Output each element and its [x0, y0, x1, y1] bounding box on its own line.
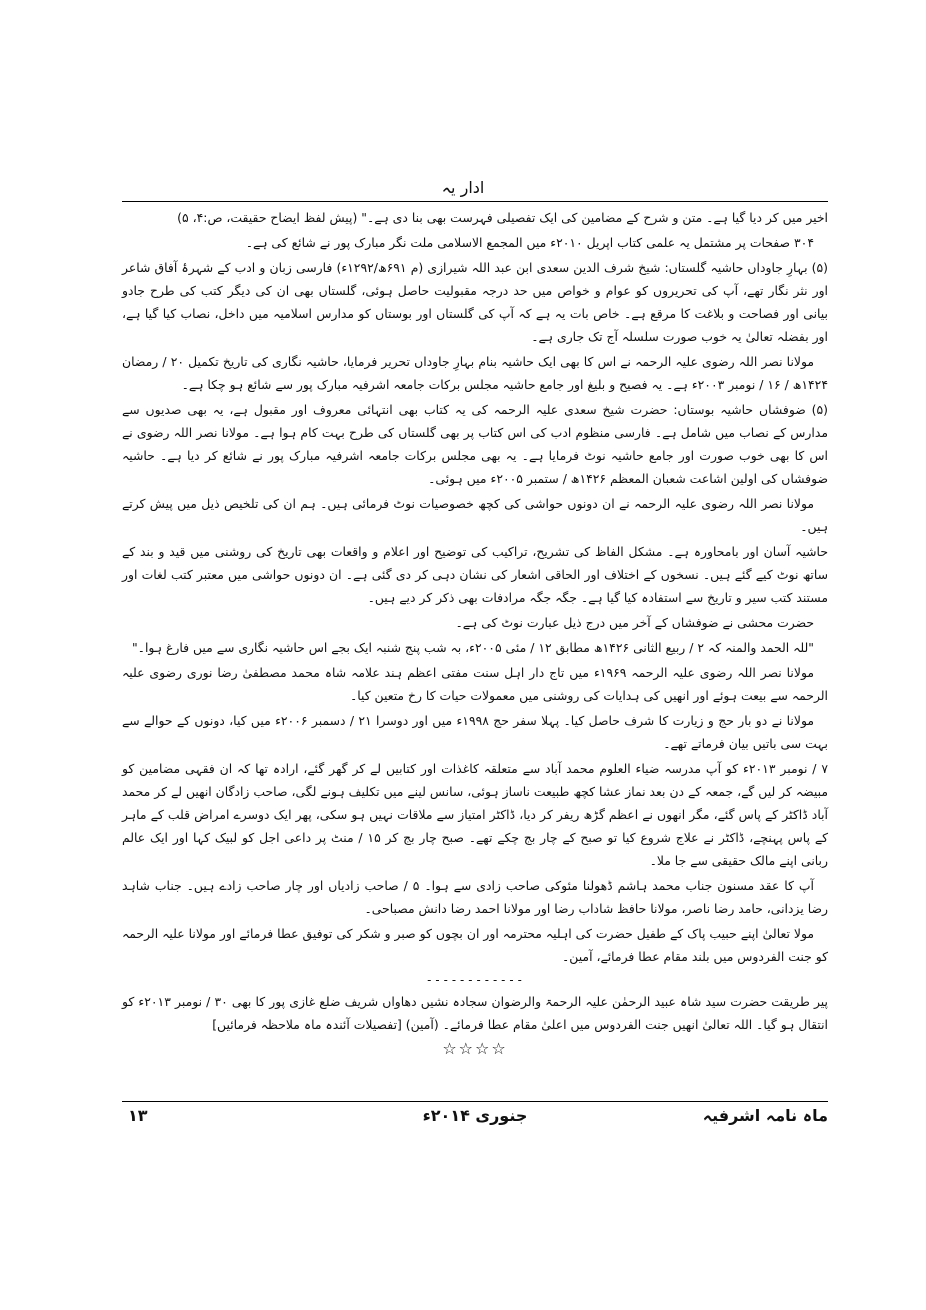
quotation: "للہ الحمد والمنہ کہ ۲ / ربیع الثانی ۱۴۲۶ھ مطابق ۱۲ / مئی ۲۰۰۵ء، بہ شب پنج شنبہ ایک بجے اس حاشیہ نگاری سے میں فارغ ہوا۔" [131, 640, 814, 655]
paragraph: مولانا نصر اللہ رضوی علیہ الرحمہ نے ان دونوں حواشی کی کچھ خصوصیات نوٹ فرمائی ہیں۔ ہم ان کی تلخیص ذیل میں پیش کرتے ہیں۔ [122, 496, 828, 534]
article-body [122, 206, 828, 1060]
paragraph: (۵) بہارِ جاوداں حاشیہ گلستاں: شیخ شرف الدین سعدی ابن عبد اللہ شیرازی (م ۶۹۱ھ/۱۲۹۲ء) فارسی زبان و ادب کے شہرۂ آفاق شاعر اور نثر نگار تھے، آپ کی تحریروں کو عوام و خواص میں حد درجہ مقبولیت حاصل ہوئی، گلستاں بھی ان کی دیگر کتب کی طرح جادو بیانی اور فصاحت و بلاغت کا مرقع ہے۔ خاص بات یہ ہے کہ آپ کی گلستاں اور بوستاں کو مدارس اسلامیہ میں داخل، نصاب کیا گیا ہے، اور بفضلہ تعالیٰ یہ خوب صورت سلسلہ آج تک جاری ہے۔ [122, 260, 828, 344]
paragraph: حضرت محشی نے ضوفشاں کے آخر میں درج ذیل عبارت نوٹ کی ہے۔ [455, 615, 814, 630]
obituary-note: پیر طریقت حضرت سید شاہ عبید الرحمٰن علیہ الرحمۃ والرضوان سجادہ نشیں دھاواں شریف ضلع غازی پور کا بھی ۳۰ / نومبر ۲۰۱۳ء کو انتقال ہو گیا۔ اللہ تعالیٰ انھیں جنت الفردوس میں اعلیٰ مقام عطا فرمائے۔ (آمین) [تفصیلات آئندہ ماہ ملاحظہ فرمائیں] [122, 994, 828, 1032]
paragraph: مولانا نے دو بار حج و زیارت کا شرف حاصل کیا۔ پہلا سفر حج ۱۹۹۸ء میں اور دوسرا ۲۱ / دسمبر ۲۰۰۶ء میں کیا، دونوں کے حوالے سے بہت سی باتیں بیان فرماتے تھے۔ [122, 713, 828, 751]
paragraph: اخیر میں کر دیا گیا ہے۔ متن و شرح کے مضامین کی ایک تفصیلی فہرست بھی بنا دی ہے۔" (پیش لفظ ایضاح حقیقت، ص:۴، ۵) [177, 210, 828, 225]
paragraph: مولانا نصر اللہ رضوی علیہ الرحمہ ۱۹۶۹ء میں تاج دار اہل سنت مفتی اعظم ہند علامہ شاہ محمد مصطفیٰ رضا نوری رضوی علیہ الرحمہ سے بیعت ہوئے اور انھیں کی ہدایات کی روشنی میں معمولات حیات کا رخ متعین کیا۔ [122, 665, 828, 703]
paragraph: (۵) ضوفشاں حاشیہ بوستاں: حضرت شیخ سعدی علیہ الرحمہ کی یہ کتاب بھی انتہائی معروف اور مقبول ہے، یہ بھی صدیوں سے مدارس کے نصاب میں شامل ہے۔ فارسی منظوم ادب کی اس کتاب پر بھی گلستاں کی طرح بہت کام ہوا ہے۔ مولانا نصر اللہ رضوی نے اس کا بھی خوب صورت اور جامع حاشیہ نوٹ فرمایا ہے۔ یہ بھی مجلس برکات جامعہ اشرفیہ مبارک پور نے شائع کر دیا ہے۔ حاشیہ ضوفشاں کی اولین اشاعت شعبان المعظم ۱۴۲۶ھ / ستمبر ۲۰۰۵ء میں ہوئی۔ [122, 402, 828, 486]
paragraph: مولانا نصر اللہ رضوی علیہ الرحمہ نے اس کا بھی ایک حاشیہ بنام بہارِ جاوداں تحریر فرمایا، حاشیہ نگاری کی تاریخ تکمیل ۲۰ / رمضان ۱۴۲۴ھ / ۱۶ / نومبر ۲۰۰۳ء ہے۔ یہ فصیح و بلیغ اور جامع حاشیہ مجلس برکات جامعہ اشرفیہ مبارک پور سے شائع ہو چکا ہے۔ [122, 354, 828, 392]
footer-rule [122, 1101, 828, 1102]
paragraph: مولا تعالیٰ اپنے حبیب پاک کے طفیل حضرت کی اہلیہ محترمہ اور ان بچوں کو صبر و شکر کی توفیق عطا فرمائے اور مولانا علیہ الرحمہ کو جنت الفردوس میں بلند مقام عطا فرمائے، آمین۔ [122, 926, 828, 964]
header-title: ادار یہ [441, 178, 485, 197]
header-rule [122, 201, 828, 202]
separator-line: ------------ [425, 973, 525, 987]
paragraph: ۷ / نومبر ۲۰۱۳ء کو آپ مدرسہ ضیاء العلوم محمد آباد سے متعلقہ کاغذات اور کتابیں لے کر گھر گئے، ارادہ تھا کہ ان فقہی مضامین کو مبیضہ کر لیں گے، جمعہ کے دن بعد نماز عشا کچھ طبیعت ناساز ہوئی، سانس لینے میں تکلیف ہونے لگی، صاحب زادگان انھیں لے کر محمد آباد ڈاکٹر کے پاس گئے، مگر انھوں نے اعظم گڑھ ریفر کر دیا، ڈاکٹر امتیاز سے ملاقات نہیں ہو سکی، پھر ایک دوسرے امراض قلب کے ماہر کے پاس پہنچے، ڈاکٹر نے علاج شروع کیا تو صبح کے چار بج چکے تھے۔ صبح چار بج کر ۱۵ / منٹ پر داعی اجل کو لبیک کہا اور ایک عالم ربانی اپنے مالک حقیقی سے جا ملا۔ [122, 761, 829, 868]
paragraph: ۳۰۴ صفحات پر مشتمل یہ علمی کتاب اپریل ۲۰۱۰ء میں المجمع الاسلامی ملت نگر مبارک پور نے شائع کی ہے۔ [245, 235, 814, 250]
page-number: ۱۳ [128, 1106, 148, 1125]
issue-date: جنوری ۲۰۱۴ء [422, 1106, 528, 1125]
page-footer [122, 1106, 828, 1136]
magazine-name: ماہ نامہ اشرفیہ [702, 1106, 828, 1125]
paragraph: حاشیہ آسان اور بامحاورہ ہے۔ مشکل الفاظ کی تشریح، تراکیب کی توضیح اور اعلام و واقعات بھی تاریخ کی روشنی میں قید و بند کے ساتھ نوٹ کیے گئے ہیں۔ نسخوں کے اختلاف اور الحاقی اشعار کی نشان دہی کر دی گئی ہے۔ ان دونوں حواشی میں معتبر کتب لغات اور مستند کتب سیر و تاریخ سے استفادہ کیا گیا ہے۔ جگہ جگہ مرادفات بھی ذکر کر دیے ہیں۔ [122, 544, 828, 605]
stars-ornament: ☆☆☆☆ [442, 1039, 508, 1058]
paragraph: آپ کا عقد مسنون جناب محمد ہاشم ڈھولنا مئوکی صاحب زادی سے ہوا۔ ۵ / صاحب زادیاں اور چار صاحب زادے ہیں۔ جناب شاہد رضا یزدانی، حامد رضا ناصر، مولانا حافظ شاداب رضا اور مولانا احمد رضا دانش مصباحی۔ [122, 878, 828, 916]
